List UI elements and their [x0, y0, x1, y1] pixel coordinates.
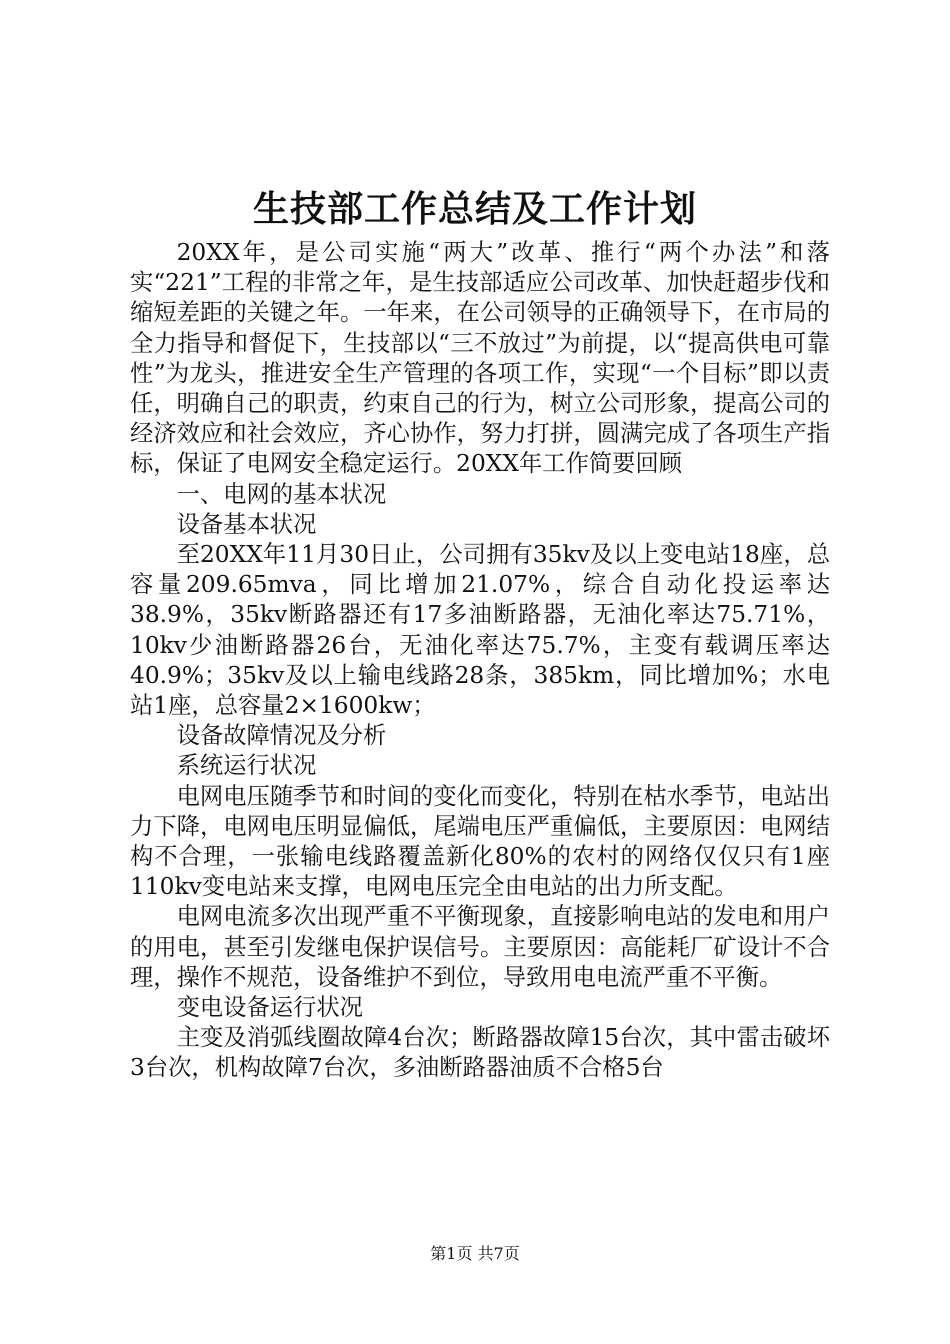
document-title: 生技部工作总结及工作计划	[252, 188, 697, 230]
paragraph-current: 电网电流多次出现严重不平衡现象，直接影响电站的发电和用户的用电，甚至引发继电保护误信号。主要原因：高能耗厂矿设计不合理，操作不规范，设备维护不到位，导致用电电流严重不平衡。	[130, 903, 830, 991]
section-heading-grid-status: 一、电网的基本状况	[176, 480, 387, 508]
subheading-system-operation: 系统运行状况	[176, 752, 317, 780]
paragraph-equipment-stats: 至20XX年11月30日止，公司拥有35kv及以上变电站18座，总容量209.65mva，同比增加21.07%，综合自动化投运率达38.9%，35kv断路器还有17多油断路器，无油化率达75.71%，10kv少油断路器26台，无油化率达75.7%，主变有载调压率达40.9%；35kv及以上输电线路28条，385km，同比增加%；水电站1座，总容量2×1600kw；	[130, 541, 830, 720]
subheading-fault-analysis: 设备故障情况及分析	[176, 722, 387, 750]
page-footer: 第1页 共7页	[430, 1244, 520, 1263]
document-body	[130, 238, 830, 1084]
paragraph-voltage: 电网电压随季节和时间的变化而变化，特别在枯水季节，电站出力下降，电网电压明显偏低，尾端电压严重偏低，主要原因：电网结构不合理，一张输电线路覆盖新化80%的农村的网络仅仅只有1座110kv变电站来支撑，电网电压完全由电站的出力所支配。	[130, 782, 830, 901]
paragraph-intro: 20XX年，是公司实施“两大”改革、推行“两个办法”和落实“221”工程的非常之年，是生技部适应公司改革、加快赶超步伐和缩短差距的关键之年。一年来，在公司领导的正确领导下，在市局的全力指导和督促下，生技部以“三不放过”为前提，以“提高供电可靠性”为龙头，推进安全生产管理的各项工作，实现“一个目标”即以责任，明确自己的职责，约束自己的行为，树立公司形象，提高公司的经济效应和社会效应，齐心协作，努力打拼，圆满完成了各项生产指标，保证了电网安全稳定运行。20XX年工作简要回顾	[130, 239, 830, 478]
subheading-equipment-status: 设备基本状况	[176, 510, 317, 538]
paragraph-substation-faults: 主变及消弧线圈故障4台次；断路器故障15台次，其中雷击破坏3台次，机构故障7台次，多油断路器油质不合格5台	[130, 1024, 830, 1082]
subheading-substation-operation: 变电设备运行状况	[176, 994, 363, 1022]
